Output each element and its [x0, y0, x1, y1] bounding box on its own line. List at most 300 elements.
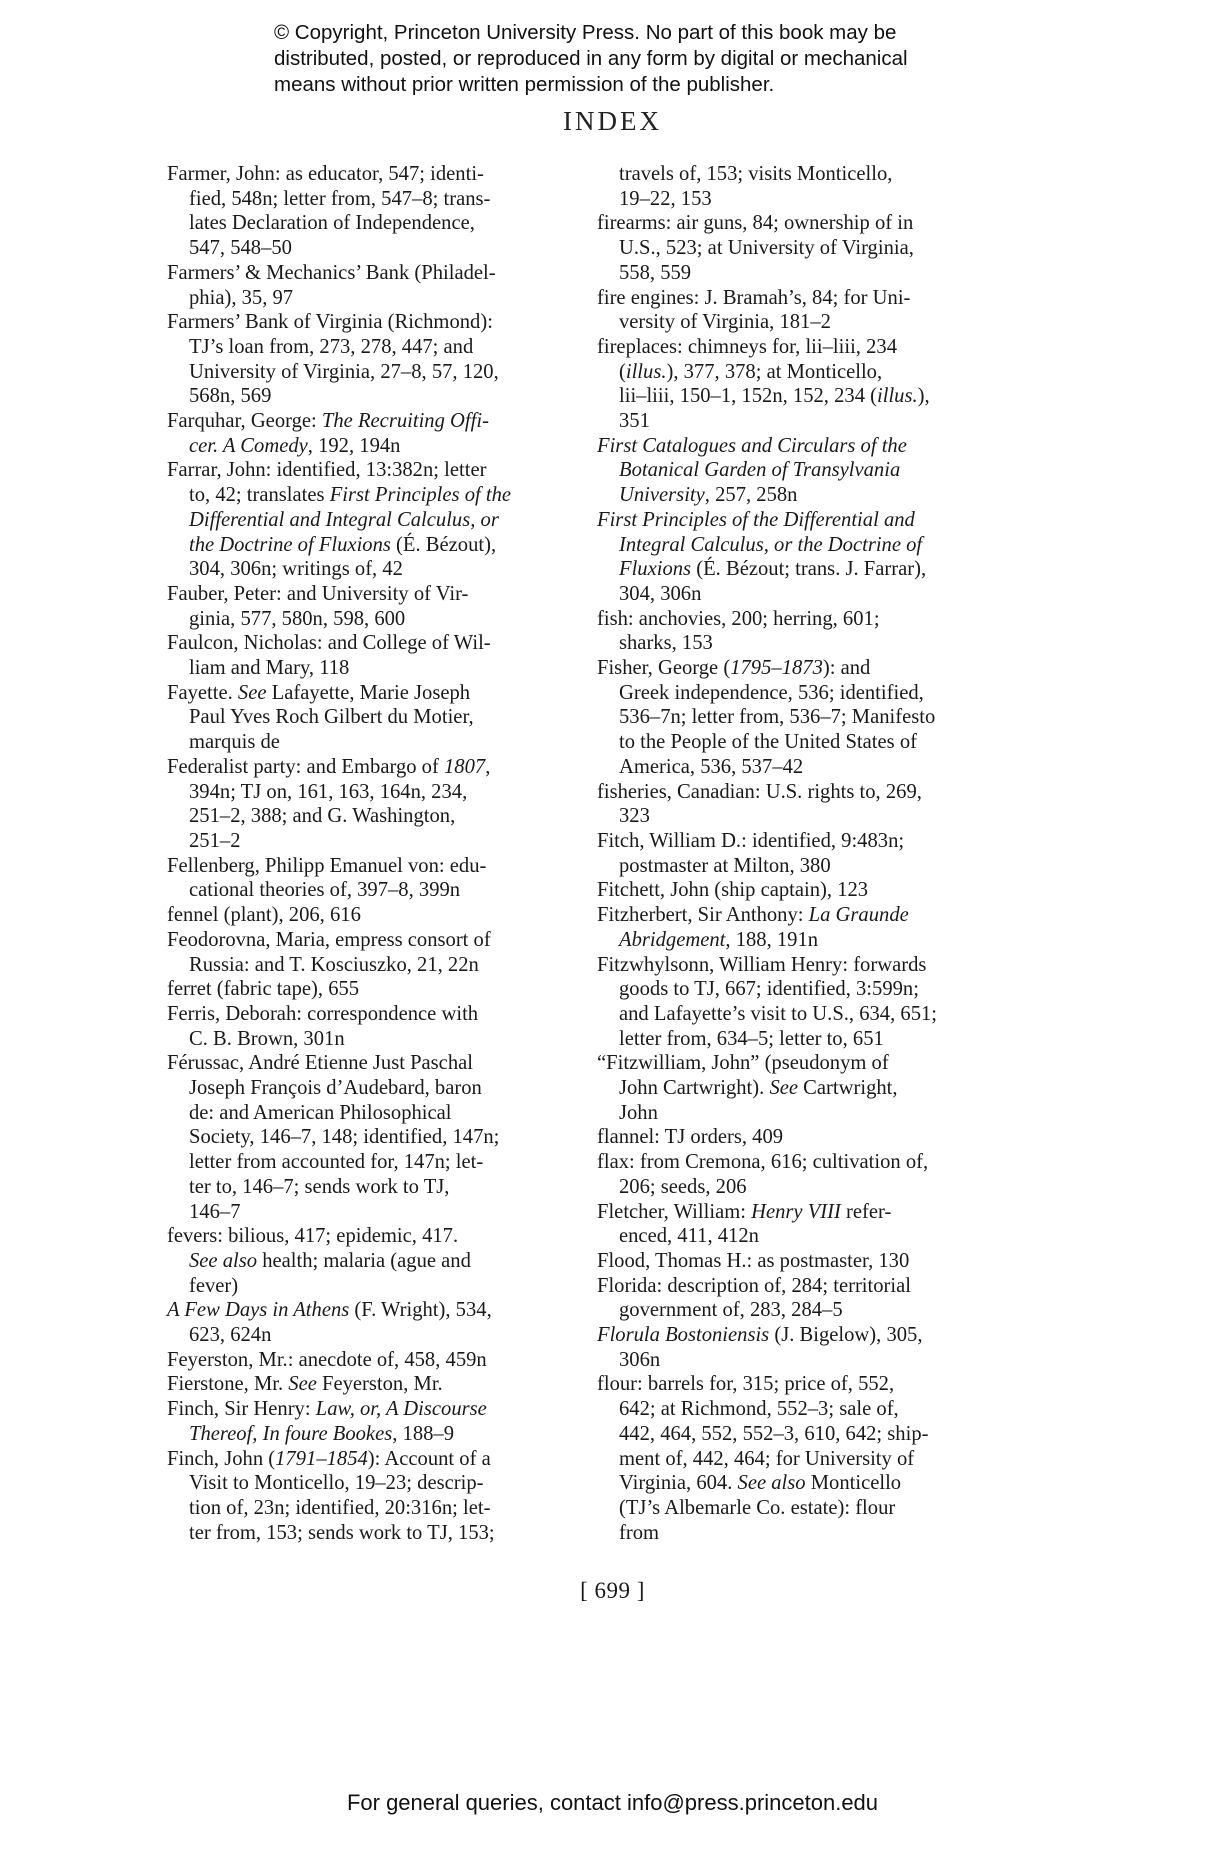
index-entry — [167, 310, 582, 409]
entry-text: Virginia, 604. — [619, 1472, 738, 1495]
entry-line — [189, 483, 582, 508]
entry-text: TJ’s loan from, 273, 278, 447; and — [189, 335, 474, 358]
entry-line — [189, 878, 582, 903]
italic-text: Integral Calculus, or the Doctrine of — [619, 533, 923, 556]
entry-line — [167, 1447, 582, 1472]
index-entry — [167, 1447, 582, 1546]
index-entry — [167, 1372, 582, 1397]
entry-line — [597, 878, 1012, 903]
index-entry — [597, 1200, 1012, 1249]
entry-text: letter from accounted for, 147n; let- — [189, 1151, 484, 1174]
entry-text: Fitzherbert, Sir Anthony: — [597, 904, 809, 927]
entry-text: Feodorovna, Maria, empress consort of — [167, 928, 491, 951]
italic-text: University — [619, 484, 705, 507]
entry-text: America, 536, 537–42 — [619, 755, 804, 778]
entry-text: flannel: TJ orders, 409 — [597, 1126, 784, 1149]
entry-text: 19–22, 153 — [619, 187, 712, 210]
entry-line — [619, 1101, 1012, 1126]
entry-line — [619, 631, 1012, 656]
entry-line — [189, 533, 582, 558]
entry-line — [189, 1150, 582, 1175]
entry-text: Farmers’ Bank of Virginia (Richmond): — [167, 311, 493, 334]
entry-text: to the People of the United States of — [619, 731, 917, 754]
entry-line — [167, 681, 582, 706]
entry-text: 623, 624n — [189, 1324, 272, 1347]
entry-text: ment of, 442, 464; for University of — [619, 1447, 915, 1470]
entry-line — [189, 1471, 582, 1496]
entry-line — [619, 804, 1012, 829]
italic-text: First Principles of the — [329, 484, 512, 507]
entry-line — [189, 286, 582, 311]
index-entry — [167, 681, 582, 755]
italic-text: Law, or, A Discourse — [315, 1398, 487, 1421]
entry-line — [189, 1101, 582, 1126]
italic-text: A Few Days in Athens — [167, 1299, 350, 1322]
entry-text: firearms: air guns, 84; ownership of in — [597, 212, 914, 235]
index-entry — [597, 508, 1012, 607]
entry-text: Fletcher, William: — [597, 1200, 752, 1223]
entry-line — [619, 1298, 1012, 1323]
entry-text: 304, 306n — [619, 582, 702, 605]
entry-line — [619, 1224, 1012, 1249]
entry-text: Fitzwhylsonn, William Henry: forwards — [597, 953, 927, 976]
italic-text: Fluxions — [619, 558, 692, 581]
italic-text: the Doctrine of Fluxions — [189, 533, 391, 556]
entry-text: and Lafayette’s visit to U.S., 634, 651; — [619, 1002, 938, 1025]
entry-line — [597, 780, 1012, 805]
entry-line — [167, 1348, 582, 1373]
entry-line — [619, 854, 1012, 879]
entry-line — [189, 1125, 582, 1150]
entry-text: 351 — [619, 410, 650, 433]
entry-line — [189, 780, 582, 805]
entry-text: enced, 411, 412n — [619, 1225, 759, 1248]
entry-text: “Fitzwilliam, John” (pseudonym of — [597, 1052, 889, 1075]
entry-text: Visit to Monticello, 19–23; descrip- — [189, 1472, 484, 1495]
entry-line — [619, 310, 1012, 335]
italic-text: See — [769, 1077, 799, 1100]
italic-text: The Recruiting Offi- — [321, 410, 489, 433]
entry-text: Greek independence, 536; identified, — [619, 681, 924, 704]
entry-text: (É. Bézout; trans. J. Farrar), — [691, 558, 927, 581]
entry-line — [619, 1422, 1012, 1447]
italic-text: Henry VIII — [751, 1200, 841, 1223]
entry-text: lates Declaration of Independence, — [189, 212, 475, 235]
entry-text: Fauber, Peter: and University of Vir- — [167, 582, 469, 605]
entry-text: fireplaces: chimneys for, lii–liii, 234 — [597, 335, 897, 358]
entry-text: 568n, 569 — [189, 385, 272, 408]
entry-text: Fayette. — [167, 681, 238, 704]
entry-text: Monticello — [805, 1472, 902, 1495]
index-column-left — [167, 162, 582, 1545]
entry-line — [619, 977, 1012, 1002]
entry-text: (F. Wright), 534, — [349, 1299, 492, 1322]
index-entry — [167, 458, 582, 582]
entry-text: government of, 283, 284–5 — [619, 1299, 843, 1322]
index-entry — [167, 1051, 582, 1224]
entry-line — [189, 1274, 582, 1299]
entry-line — [619, 1348, 1012, 1373]
entry-text: letter from, 634–5; letter to, 651 — [619, 1027, 884, 1050]
entry-line — [619, 458, 1012, 483]
italic-text: illus. — [877, 385, 918, 408]
entry-text: to, 42; translates — [189, 484, 330, 507]
entry-text: flax: from Cremona, 616; cultivation of, — [597, 1151, 929, 1174]
page-title: INDEX — [563, 106, 662, 136]
entry-line — [189, 953, 582, 978]
entry-line — [619, 236, 1012, 261]
entry-text: Faulcon, Nicholas: and College of Wil- — [167, 632, 491, 655]
entry-text: fire engines: J. Bramah’s, 84; for Uni- — [597, 286, 911, 309]
entry-line — [189, 607, 582, 632]
entry-text: Finch, John ( — [167, 1447, 276, 1470]
entry-line — [597, 1150, 1012, 1175]
entry-text: ), 377, 378; at Monticello, — [666, 360, 883, 383]
entry-line — [619, 730, 1012, 755]
entry-text: Fellenberg, Philipp Emanuel von: edu- — [167, 854, 487, 877]
entry-text: health; malaria (ague and — [257, 1249, 471, 1272]
index-entry — [597, 1274, 1012, 1323]
entry-line — [189, 1521, 582, 1546]
index-entry — [167, 977, 582, 1002]
entry-line — [167, 409, 582, 434]
entry-text: University of Virginia, 27–8, 57, 120, — [189, 360, 499, 383]
index-entry — [167, 854, 582, 903]
entry-line — [167, 1298, 582, 1323]
entry-line — [167, 1224, 582, 1249]
entry-text: marquis de — [189, 731, 280, 754]
entry-text: ( — [619, 360, 626, 383]
entry-text: (TJ’s Albemarle Co. estate): flour — [619, 1496, 896, 1519]
entry-line — [167, 1051, 582, 1076]
entry-line — [167, 310, 582, 335]
entry-line — [167, 977, 582, 1002]
entry-line — [597, 508, 1012, 533]
italic-text: First Catalogues and Circulars of the — [597, 434, 907, 457]
entry-line — [189, 804, 582, 829]
entry-line — [189, 1200, 582, 1225]
entry-line — [189, 236, 582, 261]
entry-line — [619, 1002, 1012, 1027]
entry-line — [189, 1076, 582, 1101]
page-number: [ 699 ] — [580, 1578, 645, 1603]
entry-text: Florida: description of, 284; territorial — [597, 1274, 911, 1297]
entry-text: ferret (fabric tape), 655 — [167, 978, 360, 1001]
entry-text: travels of, 153; visits Monticello, — [619, 163, 893, 185]
index-entry — [167, 631, 582, 680]
entry-text: Russia: and T. Kosciuszko, 21, 22n — [189, 953, 479, 976]
index-entry — [597, 1372, 1012, 1545]
index-entry — [597, 1125, 1012, 1150]
index-entry — [167, 755, 582, 854]
entry-line — [619, 681, 1012, 706]
entry-text: versity of Virginia, 181–2 — [619, 311, 831, 334]
entry-line — [597, 903, 1012, 928]
entry-line — [619, 483, 1012, 508]
entry-line — [597, 286, 1012, 311]
entry-line — [189, 829, 582, 854]
copyright-line: means without prior written permission of the publisher. — [274, 73, 775, 96]
italic-text: See — [237, 681, 267, 704]
entry-text: fever) — [189, 1274, 239, 1297]
entry-line — [619, 187, 1012, 212]
entry-text: 306n — [619, 1348, 661, 1371]
entry-text: fied, 548n; letter from, 547–8; trans- — [189, 187, 491, 210]
entry-line — [167, 1002, 582, 1027]
index-entry — [597, 780, 1012, 829]
italic-text: 1807 — [444, 755, 486, 778]
entry-text: ginia, 577, 580n, 598, 600 — [189, 607, 406, 630]
index-entry — [167, 1397, 582, 1446]
index-entry — [167, 1224, 582, 1298]
entry-text: 323 — [619, 805, 650, 828]
entry-line — [189, 434, 582, 459]
entry-text: (J. Bigelow), 305, — [769, 1324, 923, 1347]
entry-text: Feyerston, Mr.: anecdote of, 458, 459n — [167, 1348, 487, 1371]
entry-text: 547, 548–50 — [189, 237, 292, 260]
entry-text: Farquhar, George: — [167, 410, 322, 433]
entry-text: 251–2, 388; and G. Washington, — [189, 805, 456, 828]
entry-line — [597, 829, 1012, 854]
index-entry — [167, 582, 582, 631]
index-entry — [167, 1348, 582, 1373]
entry-line — [597, 656, 1012, 681]
italic-text: See also — [189, 1249, 258, 1272]
entry-text: refer- — [840, 1200, 892, 1223]
index-entry — [597, 335, 1012, 434]
entry-line — [619, 1027, 1012, 1052]
entry-line — [597, 434, 1012, 459]
entry-line — [619, 928, 1012, 953]
entry-text: sharks, 153 — [619, 632, 713, 655]
italic-text: See — [288, 1373, 317, 1396]
entry-line — [189, 1249, 582, 1274]
entry-line — [619, 1397, 1012, 1422]
index-entry — [597, 286, 1012, 335]
italic-text: 1795–1873 — [730, 657, 823, 680]
entry-line — [189, 1422, 582, 1447]
entry-text: postmaster at Milton, 380 — [619, 854, 831, 877]
entry-line — [597, 1249, 1012, 1274]
entry-line — [189, 187, 582, 212]
entry-text: flour: barrels for, 315; price of, 552, — [597, 1373, 895, 1396]
entry-line — [167, 1372, 582, 1397]
entry-text: from — [619, 1521, 660, 1544]
entry-line — [189, 1323, 582, 1348]
entry-line — [167, 582, 582, 607]
entry-line — [189, 656, 582, 681]
entry-text: 206; seeds, 206 — [619, 1175, 747, 1198]
entry-line — [167, 928, 582, 953]
index-entry — [167, 1298, 582, 1347]
entry-text: Ferris, Deborah: correspondence with — [167, 1002, 479, 1025]
italic-text: Abridgement — [619, 928, 726, 951]
entry-text: Cartwright, — [798, 1077, 898, 1100]
entry-text: Farrar, John: identified, 13:382n; letter — [167, 459, 487, 482]
entry-line — [189, 1175, 582, 1200]
entry-text: Fitch, William D.: identified, 9:483n; — [597, 829, 905, 852]
index-entry — [167, 903, 582, 928]
entry-text: tion of, 23n; identified, 20:316n; let- — [189, 1496, 491, 1519]
entry-line — [619, 1175, 1012, 1200]
entry-line — [189, 384, 582, 409]
index-entry — [597, 878, 1012, 903]
entry-text: 536–7n; letter from, 536–7; Manifesto — [619, 706, 936, 729]
index-entry — [597, 656, 1012, 780]
entry-line — [619, 705, 1012, 730]
italic-text: 1791–1854 — [275, 1447, 368, 1470]
entry-text: , 188, 191n — [725, 928, 819, 951]
entry-text: 642; at Richmond, 552–3; sale of, — [619, 1398, 899, 1421]
entry-line — [619, 1447, 1012, 1472]
entry-line — [189, 335, 582, 360]
entry-line — [167, 903, 582, 928]
entry-line — [619, 582, 1012, 607]
index-entry — [597, 903, 1012, 952]
italic-text: See also — [737, 1472, 806, 1495]
entry-line — [167, 631, 582, 656]
entry-line — [597, 335, 1012, 360]
entry-line — [189, 360, 582, 385]
entry-text: goods to TJ, 667; identified, 3:599n; — [619, 978, 919, 1001]
italic-text: illus. — [625, 360, 667, 383]
index-entry — [167, 409, 582, 458]
index-entry — [167, 261, 582, 310]
entry-line — [597, 211, 1012, 236]
copyright-notice — [274, 20, 994, 98]
entry-text: Farmers’ & Mechanics’ Bank (Philadel- — [167, 261, 496, 284]
entry-line — [619, 409, 1012, 434]
index-entry — [597, 829, 1012, 878]
entry-line — [189, 508, 582, 533]
index-entry — [167, 1002, 582, 1051]
index-entry-continued — [597, 162, 1012, 211]
entry-text: (É. Bézout), — [390, 533, 497, 556]
entry-line — [167, 162, 582, 187]
entry-text: , 192, 194n — [307, 434, 401, 457]
entry-text: 251–2 — [189, 829, 241, 852]
entry-text: Fisher, George ( — [597, 657, 731, 680]
entry-text: phia), 35, 97 — [189, 286, 294, 309]
entry-text: 146–7 — [189, 1200, 241, 1223]
entry-line — [619, 755, 1012, 780]
entry-text: ): Account of a — [367, 1447, 491, 1470]
entry-line — [597, 1200, 1012, 1225]
entry-line — [167, 458, 582, 483]
entry-text: , 257, 258n — [704, 484, 798, 507]
entry-line — [619, 557, 1012, 582]
entry-text: Feyerston, Mr. — [316, 1373, 443, 1396]
entry-line — [619, 1471, 1012, 1496]
index-entry — [597, 1051, 1012, 1125]
entry-line — [619, 533, 1012, 558]
entry-line — [189, 211, 582, 236]
entry-line — [597, 1274, 1012, 1299]
entry-text: Lafayette, Marie Joseph — [266, 681, 471, 704]
index-entry — [597, 953, 1012, 1052]
entry-line — [189, 1496, 582, 1521]
entry-text: 394n; TJ on, 161, 163, 164n, 234, — [189, 780, 468, 803]
entry-text: fennel (plant), 206, 616 — [167, 904, 361, 927]
entry-line — [619, 261, 1012, 286]
entry-text: John Cartwright). — [619, 1077, 770, 1100]
entry-line — [597, 1051, 1012, 1076]
entry-text: C. B. Brown, 301n — [189, 1027, 345, 1050]
italic-text: cer. A Comedy — [189, 434, 308, 457]
entry-text: , 188–9 — [392, 1422, 455, 1445]
entry-line — [619, 384, 1012, 409]
entry-line — [167, 261, 582, 286]
entry-text: Fierstone, Mr. — [167, 1373, 289, 1396]
italic-text: Differential and Integral Calculus, or — [189, 508, 499, 531]
index-entry — [597, 1249, 1012, 1274]
entry-text: de: and American Philosophical — [189, 1101, 452, 1124]
index-entry — [597, 434, 1012, 508]
entry-text: U.S., 523; at University of Virginia, — [619, 237, 914, 260]
entry-line — [619, 162, 1012, 187]
italic-text: Florula Bostoniensis — [597, 1324, 770, 1347]
entry-line — [597, 1125, 1012, 1150]
entry-text: fish: anchovies, 200; herring, 601; — [597, 607, 880, 630]
entry-line — [167, 854, 582, 879]
entry-line — [189, 705, 582, 730]
entry-text: 558, 559 — [619, 261, 692, 284]
entry-text: Flood, Thomas H.: as postmaster, 130 — [597, 1249, 910, 1272]
italic-text: First Principles of the Differential and — [597, 508, 915, 531]
index-entry — [597, 211, 1012, 285]
entry-text: ter from, 153; sends work to TJ, 153; — [189, 1521, 495, 1544]
entry-line — [189, 730, 582, 755]
index-column-right — [597, 162, 1012, 1545]
index-entry — [167, 162, 582, 261]
entry-line — [189, 1027, 582, 1052]
entry-text: Federalist party: and Embargo of — [167, 755, 444, 778]
entry-text: Finch, Sir Henry: — [167, 1398, 316, 1421]
entry-text: John — [619, 1101, 658, 1124]
copyright-line: distributed, posted, or reproduced in any form by digital or mechanical — [274, 47, 908, 70]
entry-line — [597, 607, 1012, 632]
entry-line — [619, 1076, 1012, 1101]
index-entry — [167, 928, 582, 977]
entry-text: liam and Mary, 118 — [189, 657, 350, 680]
entry-text: 304, 306n; writings of, 42 — [189, 558, 403, 581]
italic-text: Botanical Garden of Transylvania — [619, 459, 901, 482]
index-entry — [597, 1323, 1012, 1372]
entry-line — [597, 1323, 1012, 1348]
entry-text: ter to, 146–7; sends work to TJ, — [189, 1175, 450, 1198]
entry-text: , — [485, 755, 491, 778]
entry-line — [619, 360, 1012, 385]
entry-text: fevers: bilious, 417; epidemic, 417. — [167, 1225, 459, 1248]
entry-text: Farmer, John: as educator, 547; identi- — [167, 163, 484, 185]
index-entry — [597, 607, 1012, 656]
entry-text: fisheries, Canadian: U.S. rights to, 269, — [597, 780, 922, 803]
entry-text: ), — [917, 385, 930, 408]
entry-line — [619, 1496, 1012, 1521]
entry-text: Joseph François d’Audebard, baron — [189, 1077, 482, 1100]
index-entry — [597, 1150, 1012, 1199]
entry-text: ): and — [822, 657, 871, 680]
italic-text: Thereof, In foure Bookes — [189, 1422, 393, 1445]
entry-line — [189, 557, 582, 582]
entry-line — [167, 1397, 582, 1422]
entry-line — [597, 953, 1012, 978]
entry-line — [167, 755, 582, 780]
entry-text: Paul Yves Roch Gilbert du Motier, — [189, 706, 474, 729]
entry-text: 442, 464, 552, 552–3, 610, 642; ship- — [619, 1422, 929, 1445]
entry-text: Fitchett, John (ship captain), 123 — [597, 879, 869, 902]
entry-text: Society, 146–7, 148; identified, 147n; — [189, 1126, 500, 1149]
